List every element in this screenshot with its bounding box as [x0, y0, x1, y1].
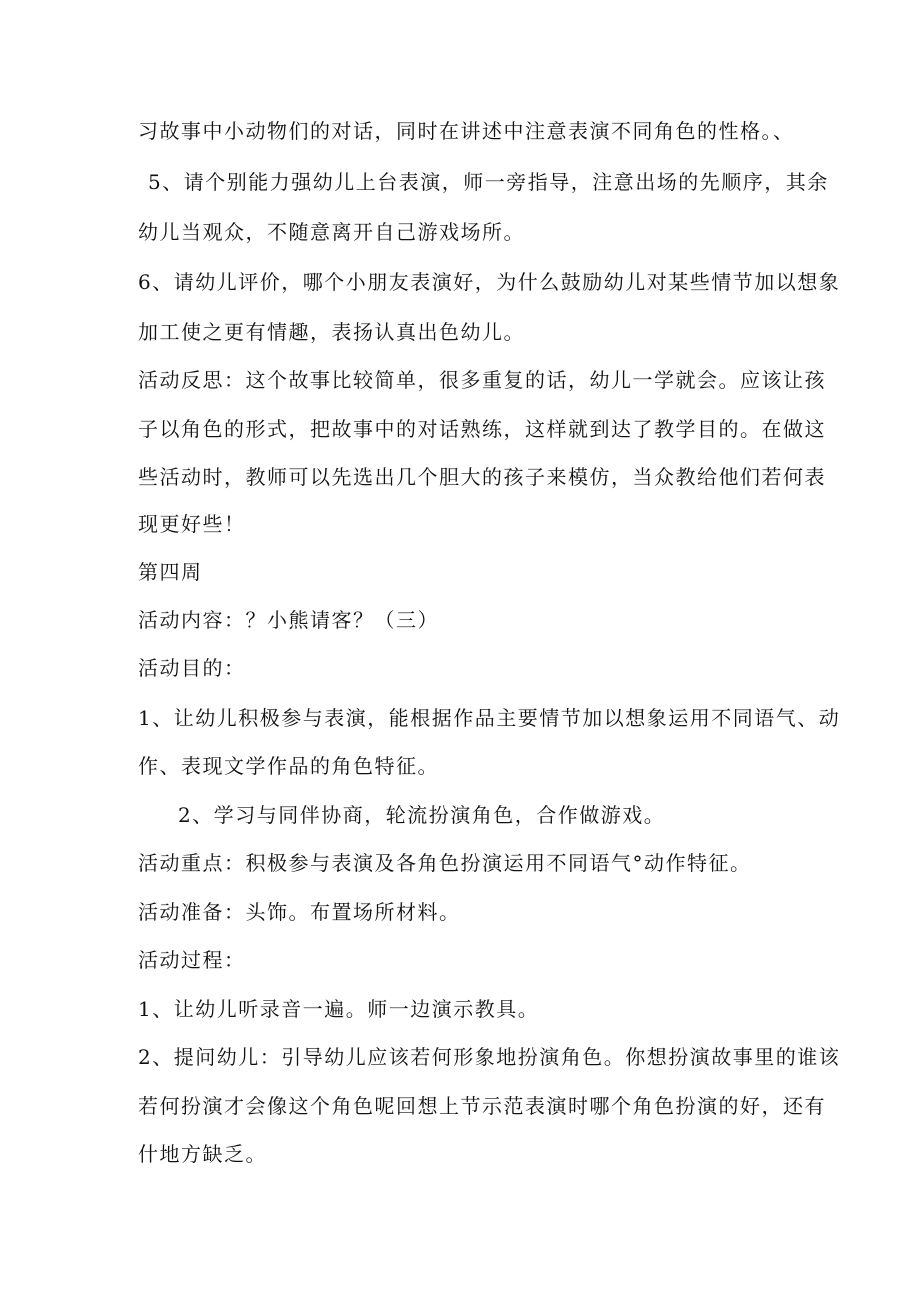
- paragraph-line: 2、提问幼儿：引导幼儿应该若何形象地扮演角色。你想扮演故事里的谁该: [138, 1045, 841, 1069]
- section-heading: 第四周: [138, 560, 203, 584]
- paragraph-line: 活动反思：这个故事比较简单，很多重复的话，幼儿一学就会。应该让孩: [138, 368, 826, 392]
- paragraph-line: 作、表现文学作品的角色特征。: [138, 754, 439, 778]
- paragraph-line: 现更好些！: [138, 512, 246, 536]
- paragraph-line: 活动过程：: [138, 948, 246, 972]
- paragraph-line: 什地方缺乏。: [138, 1142, 267, 1166]
- paragraph-line: 2、学习与同伴协商，轮流扮演角色，合作做游戏。: [178, 803, 666, 827]
- paragraph-line: 活动重点：积极参与表演及各角色扮演运用不同语气°动作特征。: [138, 851, 752, 875]
- paragraph-line: 活动目的：: [138, 656, 246, 680]
- paragraph-line: 加工使之更有情趣，表扬认真出色幼儿。: [138, 320, 525, 344]
- paragraph-line: 1、让幼儿积极参与表演，能根据作品主要情节加以想象运用不同语气、动: [138, 706, 841, 730]
- paragraph-line: 活动内容：？小熊请客？（三）: [138, 608, 439, 632]
- paragraph-line: 若何扮演才会像这个角色呢回想上节示范表演时哪个角色扮演的好，还有: [138, 1094, 826, 1118]
- paragraph-line: 幼儿当观众，不随意离开自己游戏场所。: [138, 220, 525, 244]
- paragraph-line: 活动准备：头饰。布置场所材料。: [138, 900, 461, 924]
- paragraph-line: 5、请个别能力强幼儿上台表演，师一旁指导，注意出场的先顺序，其余: [148, 170, 829, 194]
- paragraph-line: 习故事中小动物们的对话，同时在讲述中注意表演不同角色的性格。、: [138, 119, 795, 143]
- paragraph-line: 6、请幼儿评价，哪个小朋友表演好，为什么鼓励幼儿对某些情节加以想象: [138, 270, 841, 294]
- paragraph-line: 些活动时，教师可以先选出几个胆大的孩子来模仿，当众教给他们若何表: [138, 465, 826, 489]
- paragraph-line: 1、让幼儿听录音一遍。师一边演示教具。: [138, 997, 540, 1021]
- paragraph-line: 子以角色的形式，把故事中的对话熟练，这样就到达了教学目的。在做这: [138, 417, 826, 441]
